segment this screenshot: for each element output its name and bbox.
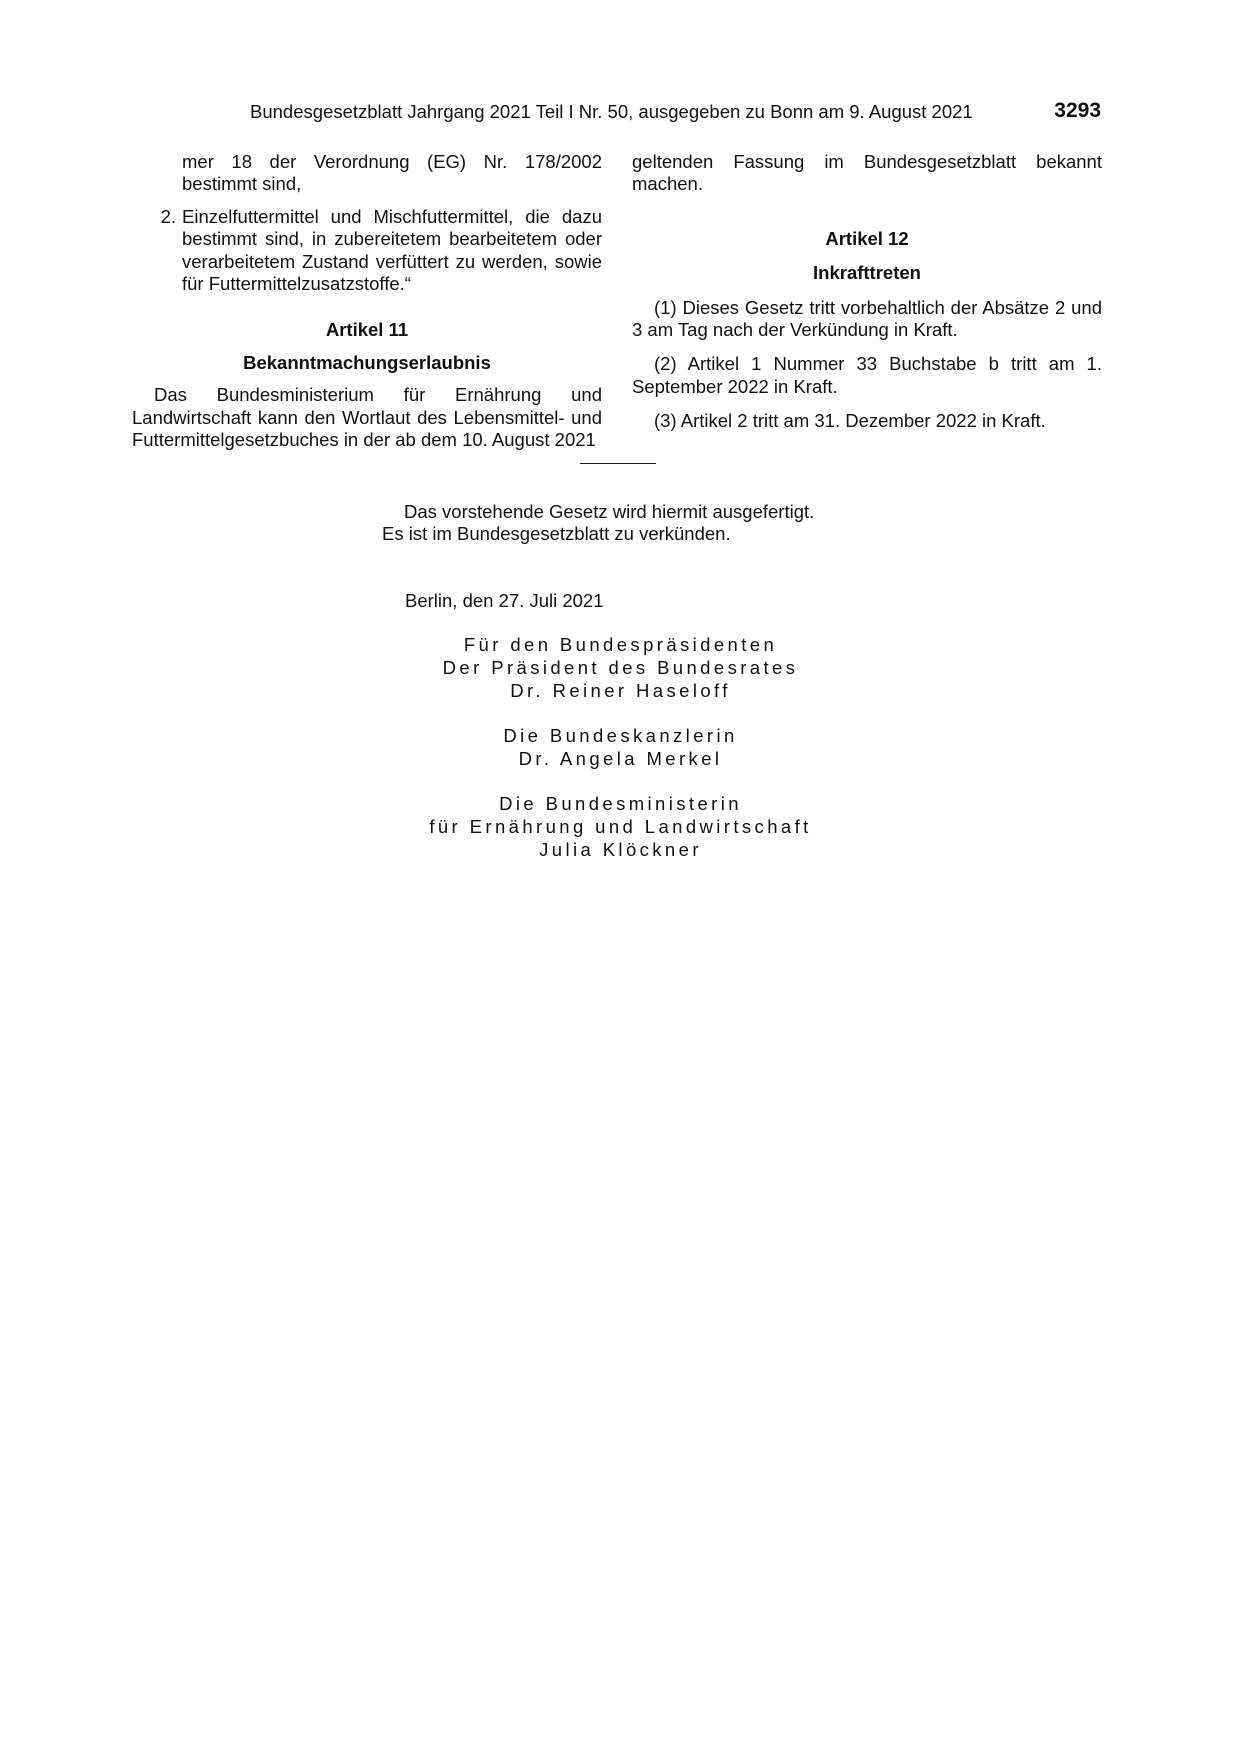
signature-block-bundesministerin: [0, 792, 1241, 861]
list-item: [132, 206, 602, 296]
article-12-subheading: Inkrafttreten: [813, 262, 921, 284]
article-11-continuation: geltenden Fassung im Bundesgesetzblatt bekannt machen.: [632, 151, 1102, 195]
left-column: [132, 151, 602, 451]
signature-line: Für den Bundespräsidenten: [463, 634, 778, 655]
article-12-paragraph-1: (1) Dieses Gesetz tritt vorbehaltlich der Absätze 2 und 3 am Tag nach der Verkündung in Kraft.: [632, 296, 1102, 341]
closing-line-1: Das vorstehende Gesetz wird hiermit ausgefertigt.: [404, 501, 815, 522]
signature-line: Der Präsident des Bundesrates: [442, 657, 799, 678]
place-date: Berlin, den 27. Juli 2021: [405, 590, 604, 611]
closing-line-2: Es ist im Bundesgesetzblatt zu verkünden.: [382, 523, 731, 544]
signature-block-bundespraesident: [0, 633, 1241, 702]
closing-formula: [382, 501, 852, 545]
article-11-text: Das Bundesministerium für Ernährung und Landwirtschaft kann den Wortlaut des Lebensmittel- und Futtermittelgesetzbuches in der ab dem 10. August 2021: [132, 384, 602, 451]
signature-line: Die Bundeskanzlerin: [503, 725, 738, 746]
signature-line: Die Bundesministerin: [499, 793, 742, 814]
article-11-heading: Artikel 11: [325, 319, 409, 341]
article-12-paragraph-2: (2) Artikel 1 Nummer 33 Buchstabe b tritt am 1. September 2022 in Kraft.: [632, 353, 1102, 397]
signature-line: für Ernährung und Landwirtschaft: [429, 816, 812, 837]
signature-name: Dr. Angela Merkel: [518, 748, 723, 769]
header-title: Bundesgesetzblatt Jahrgang 2021 Teil I Nr. 50, ausgegeben zu Bonn am 9. August 2021: [250, 101, 973, 122]
page-number: 3293: [1054, 99, 1101, 122]
article-11-subheading: Bekanntmachungserlaubnis: [243, 351, 491, 373]
signature-name: Dr. Reiner Haseloff: [510, 680, 731, 701]
signature-block-bundeskanzlerin: [0, 724, 1241, 770]
list-item-number: 2.: [160, 205, 176, 227]
signature-name: Julia Klöckner: [539, 839, 702, 860]
article-12-paragraph-3: (3) Artikel 2 tritt am 31. Dezember 2022 in Kraft.: [654, 410, 1046, 432]
list-item-text: Einzelfuttermittel und Mischfuttermittel, die dazu bestimmt sind, in zubereitetem bearbeitetem oder verarbeitetem Zustand verfüttert zu werden, sowie für Futtermittelzusatzstoffe.“: [182, 205, 602, 295]
separator-rule: [580, 463, 656, 464]
article-12-heading: Artikel 12: [825, 227, 909, 249]
list-item-continuation: mer 18 der Verordnung (EG) Nr. 178/2002 bestimmt sind,: [182, 151, 602, 195]
right-column: [632, 151, 1102, 433]
